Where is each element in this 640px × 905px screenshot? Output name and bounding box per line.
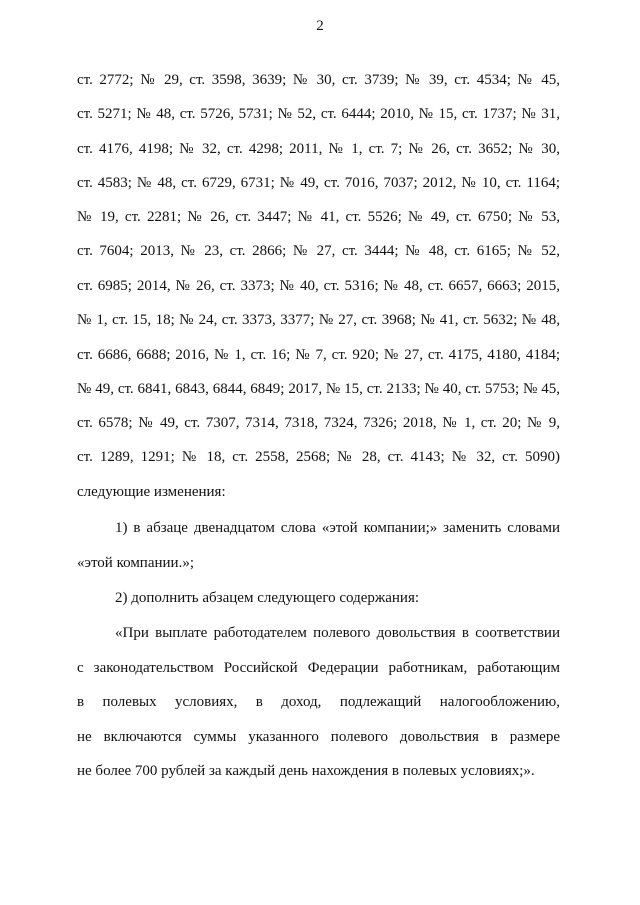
text-line: ст. 6578; № 49, ст. 7307, 7314, 7318, 7324, 7326; 2018, № 1, ст. 20; № 9, (77, 415, 560, 431)
text-line: в полевых условиях, в доход, подлежащий налогообложению, (77, 694, 560, 710)
text-line: ст. 1289, 1291; № 18, ст. 2558, 2568; № 28, ст. 4143; № 32, ст. 5090) (77, 449, 560, 465)
text-line: ст. 2772; № 29, ст. 3598, 3639; № 30, ст. 3739; № 39, ст. 4534; № 45, (77, 72, 560, 88)
text-line: 1) в абзаце двенадцатом слова «этой компании;» заменить словами (115, 520, 560, 536)
text-line: не более 700 рублей за каждый день нахождения в полевых условиях;». (77, 763, 535, 779)
text-line: № 19, ст. 2281; № 26, ст. 3447; № 41, ст. 5526; № 49, ст. 6750; № 53, (77, 209, 560, 225)
text-line: «этой компании.»; (77, 555, 194, 571)
text-line: «При выплате работодателем полевого довольствия в соответствии (115, 625, 560, 641)
page-number: 2 (316, 18, 324, 34)
text-line: ст. 4583; № 48, ст. 6729, 6731; № 49, ст. 7016, 7037; 2012, № 10, ст. 1164; (77, 175, 560, 191)
text-line: ст. 6686, 6688; 2016, № 1, ст. 16; № 7, ст. 920; № 27, ст. 4175, 4180, 4184; (77, 347, 560, 363)
text-line: ст. 7604; 2013, № 23, ст. 2866; № 27, ст. 3444; № 48, ст. 6165; № 52, (77, 243, 560, 259)
text-line: 2) дополнить абзацем следующего содержания: (115, 590, 420, 606)
text-line: № 49, ст. 6841, 6843, 6844, 6849; 2017, № 15, ст. 2133; № 40, ст. 5753; № 45, (77, 381, 560, 397)
text-line: № 1, ст. 15, 18; № 24, ст. 3373, 3377; № 27, ст. 3968; № 41, ст. 5632; № 48, (77, 312, 560, 328)
text-line: не включаются суммы указанного полевого довольствия в размере (77, 729, 560, 745)
text-line: ст. 6985; 2014, № 26, ст. 3373; № 40, ст. 5316; № 48, ст. 6657, 6663; 2015, (77, 278, 560, 294)
text-line: следующие изменения: (77, 484, 226, 500)
text-line: ст. 4176, 4198; № 32, ст. 4298; 2011, № 1, ст. 7; № 26, ст. 3652; № 30, (77, 141, 560, 157)
text-line: ст. 5271; № 48, ст. 5726, 5731; № 52, ст. 6444; 2010, № 15, ст. 1737; № 31, (77, 106, 560, 122)
text-line: с законодательством Российской Федерации работникам, работающим (77, 660, 560, 676)
